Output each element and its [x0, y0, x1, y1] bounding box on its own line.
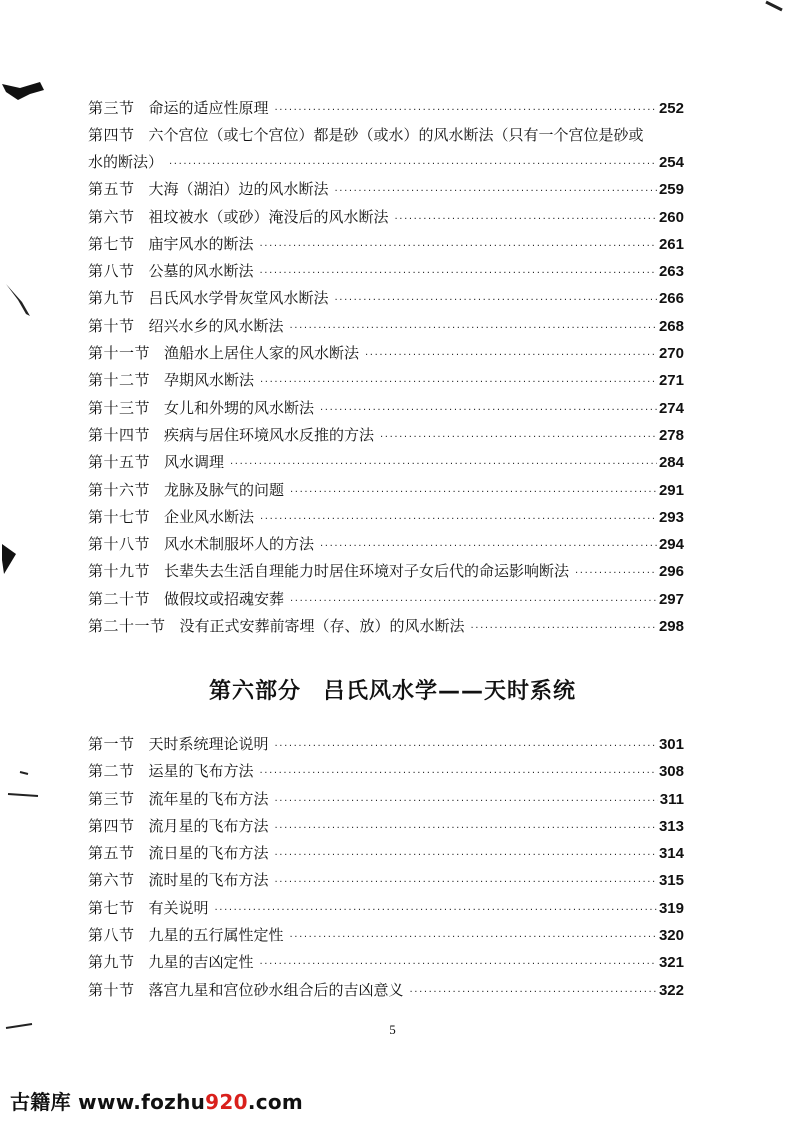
- toc-entry[interactable]: [88, 178, 684, 205]
- toc-section-number: 第十四节: [88, 425, 151, 444]
- toc-title: 九星的五行属性定性: [148, 926, 284, 945]
- toc-section-number: 第三节: [88, 789, 135, 808]
- toc-page-number: 293: [658, 508, 684, 526]
- dot-leader: [290, 596, 657, 607]
- toc-entry[interactable]: [88, 842, 684, 869]
- toc-entry[interactable]: [88, 451, 684, 478]
- dot-leader: [230, 459, 657, 470]
- toc-section-number: 第十节: [88, 980, 135, 999]
- toc-title: 九星的吉凶定性: [148, 953, 254, 972]
- dot-leader: [260, 514, 657, 525]
- toc-title: 风水调理: [164, 453, 225, 472]
- site-watermark[interactable]: [10, 1086, 303, 1115]
- watermark-number: 920: [205, 1090, 248, 1114]
- toc-page-number: 263: [658, 263, 684, 281]
- toc-section-number: 第九节: [88, 953, 135, 972]
- toc-page-number: 284: [658, 454, 684, 472]
- dot-leader: [335, 295, 657, 306]
- dot-leader: [335, 186, 657, 197]
- watermark-prefix: 古籍库 www.fozhu: [10, 1090, 206, 1114]
- toc-section-number: 第二十节: [88, 589, 151, 608]
- toc-entry[interactable]: [88, 287, 684, 314]
- toc-title: 企业风水断法: [164, 507, 255, 526]
- toc-title: 祖坟被水（或砂）淹没后的风水断法: [148, 207, 389, 226]
- toc-page-number: 313: [658, 817, 684, 835]
- toc-section-number: 第六节: [88, 871, 135, 890]
- toc-entry[interactable]: [88, 788, 684, 815]
- toc-entry[interactable]: [88, 760, 684, 787]
- dot-leader: [395, 214, 657, 225]
- toc-title: 流时星的飞布方法: [148, 871, 269, 890]
- toc-section-number: 第五节: [88, 844, 135, 863]
- dot-leader: [290, 487, 657, 498]
- toc-section-number: 第四节: [88, 816, 135, 835]
- toc-title: 孕期风水断法: [164, 371, 255, 390]
- toc-entry[interactable]: [88, 479, 684, 506]
- toc-section-number: 第五节: [88, 180, 135, 199]
- toc-title-continued: 水的断法）: [88, 153, 164, 172]
- toc-title: 流月星的飞布方法: [148, 816, 269, 835]
- dot-leader: [410, 987, 657, 998]
- toc-page-number: 252: [658, 100, 684, 117]
- toc-entry[interactable]: [88, 124, 684, 178]
- toc-title: 女儿和外甥的风水断法: [164, 398, 315, 417]
- toc-entry[interactable]: [88, 506, 684, 533]
- toc-page-number: 301: [658, 736, 684, 753]
- toc-section-number: 第十三节: [88, 398, 151, 417]
- dot-leader: [290, 323, 657, 334]
- toc-page-number: 268: [658, 317, 684, 335]
- toc-title: 天时系统理论说明: [148, 735, 269, 753]
- dot-leader: [290, 932, 657, 943]
- dot-leader: [260, 959, 657, 970]
- toc-entry[interactable]: [88, 424, 684, 451]
- toc-entry[interactable]: [88, 815, 684, 842]
- toc-entry[interactable]: [88, 560, 684, 587]
- toc-page-number: 319: [658, 899, 684, 917]
- page-number: 5: [389, 1022, 396, 1037]
- toc-section-number: 第一节: [88, 735, 135, 753]
- toc-title: 没有正式安葬前寄埋（存、放）的风水断法: [179, 617, 465, 636]
- dot-leader: [275, 850, 657, 861]
- toc-page-number: 298: [658, 618, 684, 636]
- toc-entry[interactable]: [88, 869, 684, 896]
- dot-leader: [320, 541, 657, 552]
- toc-page-number: 259: [658, 181, 684, 199]
- toc-upper: [88, 97, 684, 642]
- toc-page-number: 260: [658, 208, 684, 226]
- toc-title: 流日星的飞布方法: [148, 844, 269, 863]
- toc-page-number: 261: [658, 235, 684, 253]
- toc-section-number: 第十六节: [88, 480, 151, 499]
- toc-entry[interactable]: [88, 897, 684, 924]
- toc-title: 公墓的风水断法: [148, 262, 254, 281]
- watermark-suffix: .com: [247, 1090, 304, 1114]
- dot-leader: [275, 796, 658, 807]
- toc-page-number: 296: [658, 563, 684, 581]
- toc-section-number: 第十二节: [88, 371, 151, 390]
- toc-page-number: 314: [658, 845, 684, 863]
- toc-lower: [88, 733, 684, 1006]
- dot-leader: [365, 350, 657, 361]
- toc-section-number: 第十一节: [88, 344, 151, 363]
- toc-title: 吕氏风水学骨灰堂风水断法: [148, 289, 329, 308]
- dot-leader: [260, 241, 657, 252]
- toc-title: 渔船水上居住人家的风水断法: [164, 344, 360, 363]
- toc-title: 风水术制服坏人的方法: [164, 535, 315, 554]
- toc-entry[interactable]: [88, 533, 684, 560]
- toc-section-number: 第七节: [88, 234, 135, 253]
- toc-page-number: 311: [659, 790, 684, 808]
- dot-leader: [275, 741, 657, 752]
- toc-section-number: 第三节: [88, 99, 135, 117]
- toc-title: 疾病与居住环境风水反推的方法: [164, 425, 375, 444]
- toc-entry[interactable]: [88, 733, 684, 760]
- toc-section-number: 第十节: [88, 316, 135, 335]
- toc-entry[interactable]: [88, 615, 684, 642]
- toc-section-number: 第四节: [88, 126, 135, 145]
- toc-title: 庙宇风水的断法: [148, 234, 254, 253]
- dot-leader: [215, 905, 657, 916]
- toc-section-number: 第七节: [88, 898, 135, 917]
- scan-smudge-left-3: [4, 770, 40, 800]
- toc-page-number: 274: [658, 399, 684, 417]
- toc-entry[interactable]: [88, 588, 684, 615]
- toc-section-number: 第八节: [88, 926, 135, 945]
- dot-leader: [471, 623, 657, 634]
- toc-entry[interactable]: [88, 369, 684, 396]
- toc-title: 运星的飞布方法: [148, 762, 254, 781]
- toc-title: 绍兴水乡的风水断法: [148, 316, 284, 335]
- toc-page-number: 266: [658, 290, 684, 308]
- toc-section-number: 第十七节: [88, 507, 151, 526]
- dot-leader: [380, 432, 657, 443]
- toc-page-number: 254: [658, 154, 684, 172]
- toc-title: 龙脉及脉气的问题: [164, 480, 285, 499]
- toc-page-number: 294: [658, 536, 684, 554]
- toc-title: 有关说明: [148, 898, 209, 917]
- part-heading: [0, 674, 785, 705]
- dot-leader: [275, 105, 657, 116]
- dot-leader: [575, 568, 657, 579]
- toc-title: 命运的适应性原理: [148, 99, 269, 117]
- toc-title: 落宫九星和宫位砂水组合后的吉凶意义: [148, 980, 404, 999]
- toc-section-number: 第十八节: [88, 535, 151, 554]
- toc-section-number: 第二节: [88, 762, 135, 781]
- toc-page-number: 297: [658, 590, 684, 608]
- dot-leader: [169, 159, 657, 170]
- toc-title: 长辈失去生活自理能力时居住环境对子女后代的命运影响断法: [164, 562, 570, 581]
- toc-page-number: 271: [658, 372, 684, 390]
- toc-entry[interactable]: [88, 206, 684, 233]
- toc-section-number: 第六节: [88, 207, 135, 226]
- toc-entry[interactable]: [88, 97, 684, 124]
- toc-section-number: 第十五节: [88, 453, 151, 472]
- toc-entry[interactable]: [88, 397, 684, 424]
- toc-title: 流年星的飞布方法: [148, 789, 269, 808]
- toc-entry[interactable]: [88, 924, 684, 951]
- scan-smudge-top-right: [762, 0, 785, 14]
- toc-page-number: 315: [658, 872, 684, 890]
- dot-leader: [275, 877, 657, 888]
- toc-title: 六个宫位（或七个宫位）都是砂（或水）的风水断法（只有一个宫位是砂或: [148, 126, 644, 145]
- toc-section-number: 第九节: [88, 289, 135, 308]
- toc-entry[interactable]: [88, 342, 684, 369]
- toc-page-number: 270: [658, 345, 684, 363]
- toc-title: 大海（湖泊）边的风水断法: [148, 180, 329, 199]
- toc-entry[interactable]: [88, 979, 684, 1006]
- dot-leader: [260, 377, 657, 388]
- toc-title: 做假坟或招魂安葬: [164, 589, 285, 608]
- dot-leader: [260, 268, 657, 279]
- toc-section-number: 第二十一节: [88, 617, 166, 636]
- scan-smudge-left-2: [0, 540, 20, 576]
- toc-page-number: 278: [658, 426, 684, 444]
- dot-leader: [260, 768, 657, 779]
- toc-section-number: 第八节: [88, 262, 135, 281]
- toc-page-number: 322: [658, 981, 684, 999]
- toc-entry[interactable]: [88, 260, 684, 287]
- toc-entry[interactable]: [88, 951, 684, 978]
- toc-page-number: 291: [658, 481, 684, 499]
- scan-smudge-left-1: [4, 282, 32, 318]
- dot-leader: [320, 405, 657, 416]
- toc-entry[interactable]: [88, 233, 684, 260]
- toc-entry[interactable]: [88, 315, 684, 342]
- dot-leader: [275, 823, 657, 834]
- part-number: 第六部分: [208, 679, 301, 704]
- scan-smudge-top-left: [0, 78, 46, 104]
- toc-page-number: 320: [658, 927, 684, 945]
- toc-section-number: 第十九节: [88, 562, 151, 581]
- toc-page-number: 321: [658, 954, 684, 972]
- part-title: 吕氏风水学——天时系统: [323, 679, 577, 704]
- toc-page-number: 308: [658, 763, 684, 781]
